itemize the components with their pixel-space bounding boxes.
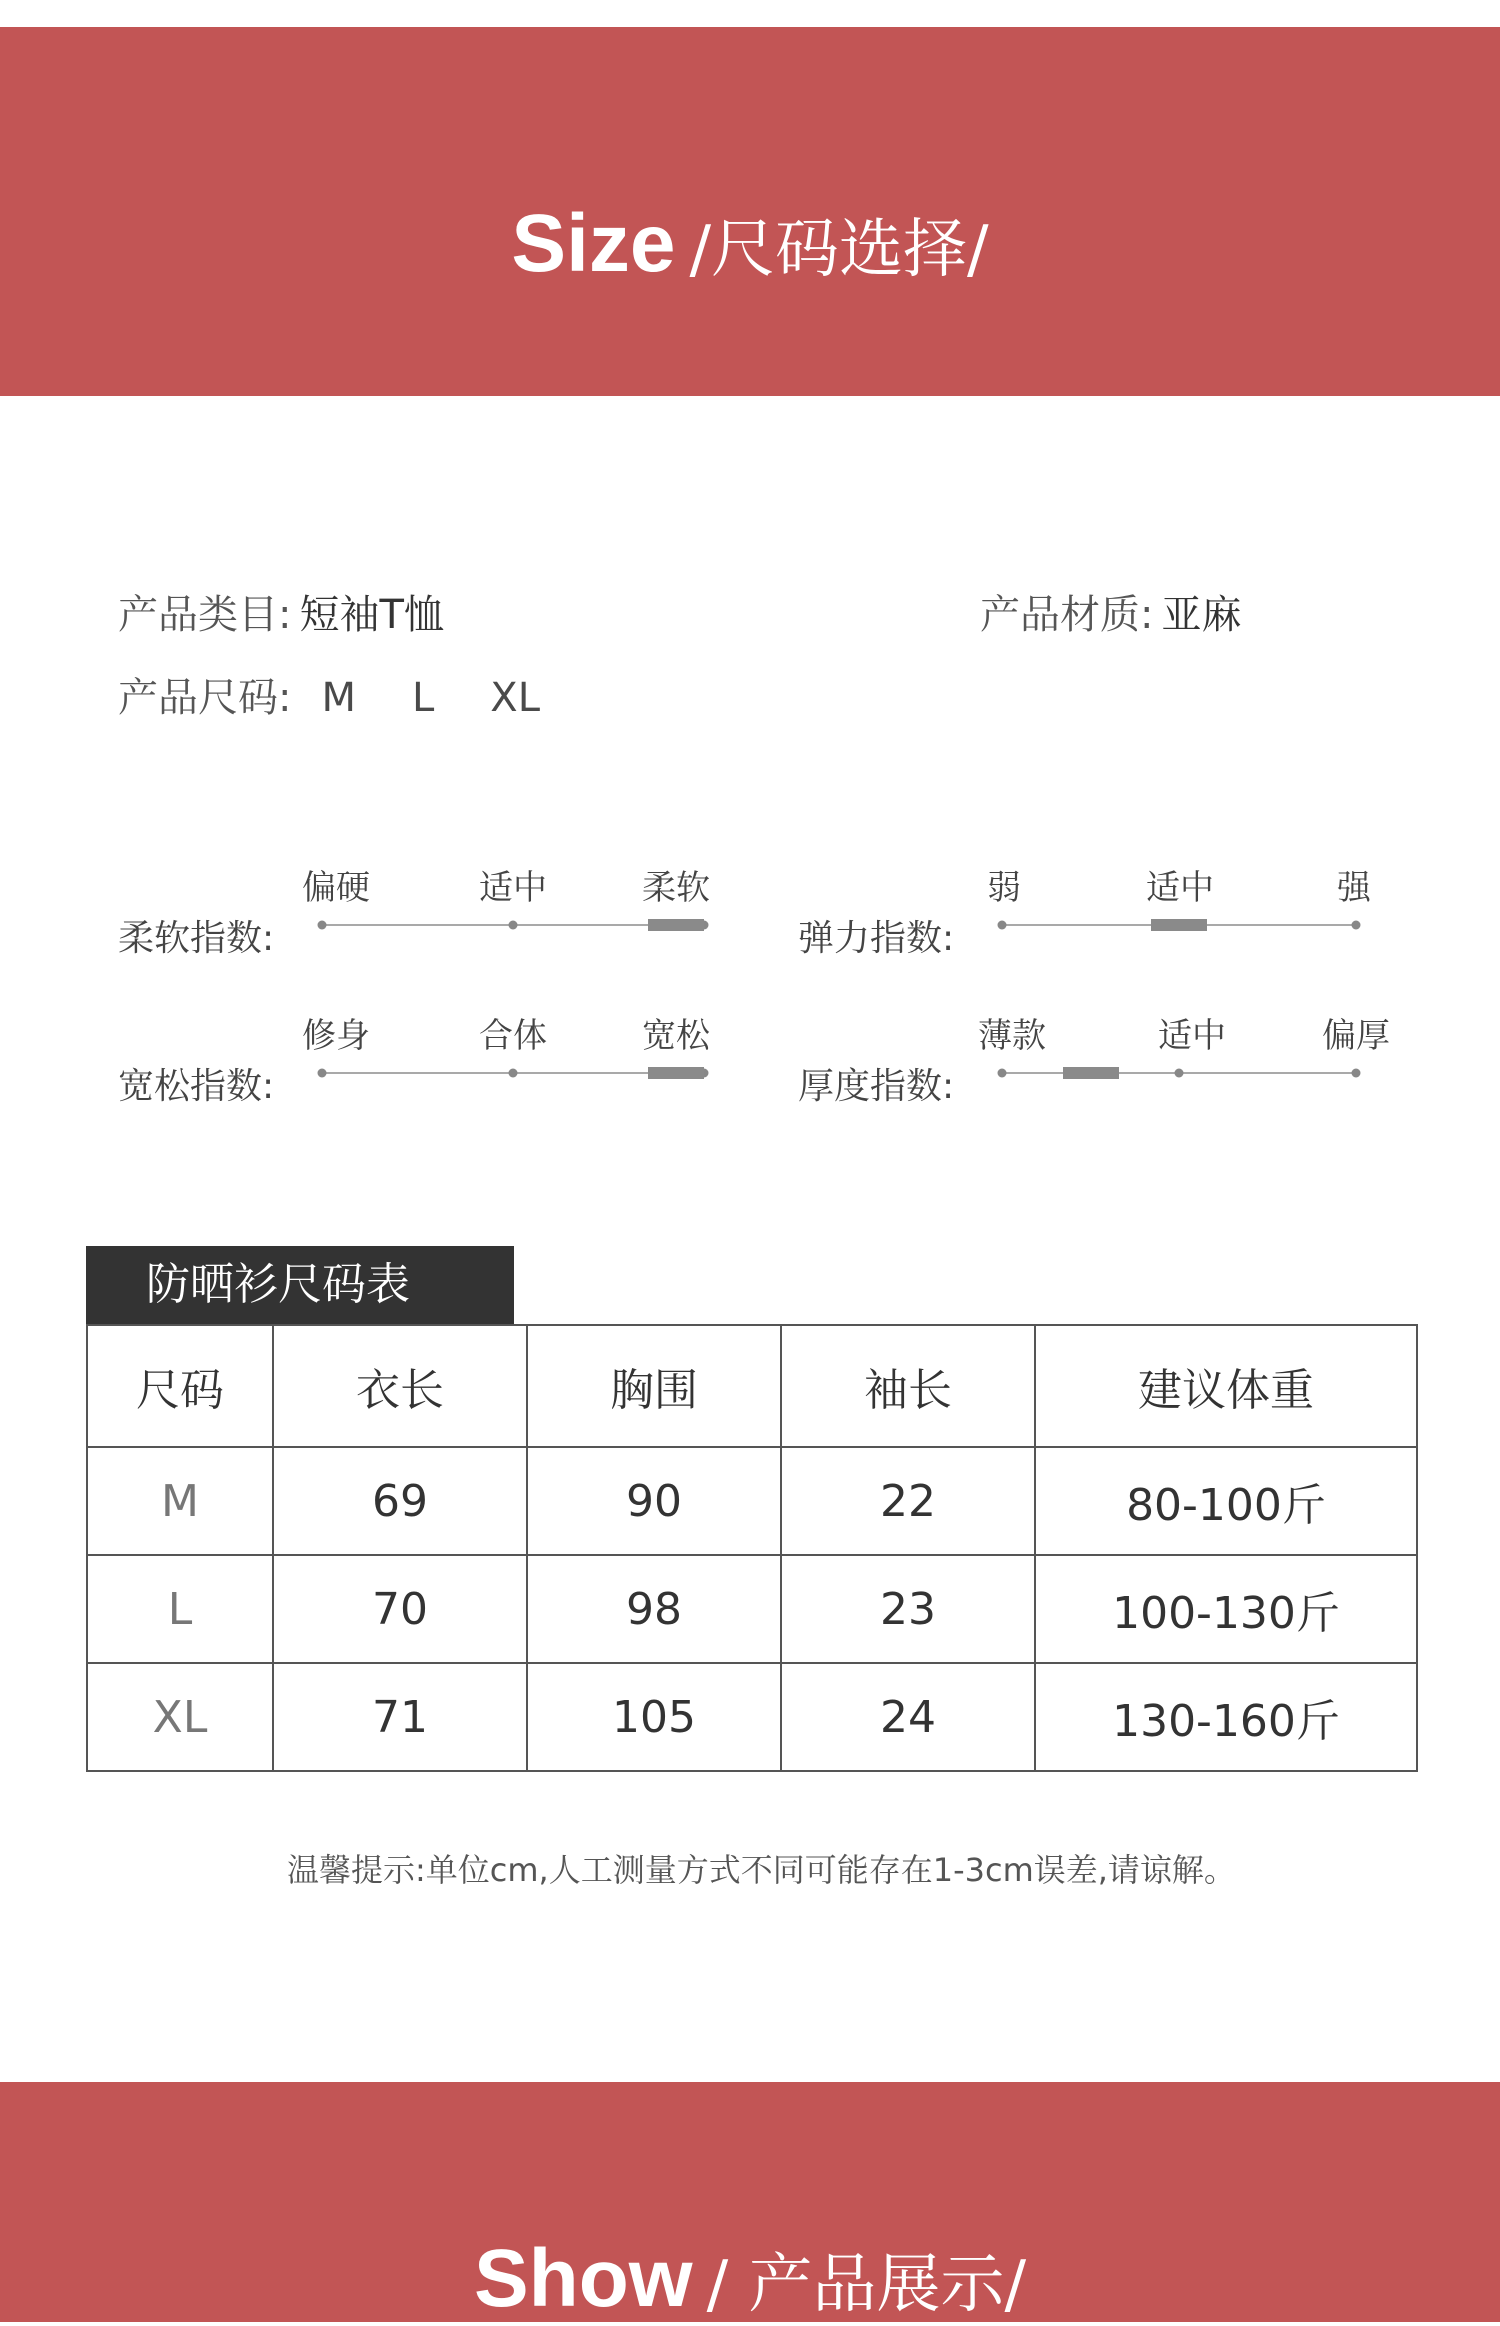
product-category bbox=[118, 583, 444, 640]
size-option-xl: XL bbox=[490, 675, 540, 721]
table-cell: 24 bbox=[781, 1663, 1035, 1771]
table-cell: 105 bbox=[527, 1663, 781, 1771]
fit-label: 宽松指数: bbox=[118, 1066, 275, 1107]
table-cell: 70 bbox=[273, 1555, 527, 1663]
size-table bbox=[86, 1324, 1418, 1772]
elasticity-option-1: 弱 bbox=[987, 868, 1021, 908]
measurement-note: 温馨提示:单位cm,人工测量方式不同可能存在1-3cm误差,请谅解。 bbox=[287, 1851, 1236, 1889]
size-title-en: Size bbox=[511, 198, 676, 289]
fit-option-1: 修身 bbox=[302, 1016, 370, 1056]
scale-level-marker bbox=[1151, 919, 1207, 931]
table-row bbox=[87, 1663, 1417, 1771]
softness-option-2: 适中 bbox=[479, 868, 547, 908]
fit-option-3: 宽松 bbox=[642, 1016, 710, 1056]
show-title-en: Show bbox=[473, 2233, 693, 2324]
elasticity-option-3: 强 bbox=[1337, 868, 1371, 908]
thickness-option-2: 适中 bbox=[1158, 1016, 1226, 1056]
table-cell: 69 bbox=[273, 1447, 527, 1555]
table-row bbox=[87, 1447, 1417, 1555]
scale-dot bbox=[318, 921, 327, 930]
table-row bbox=[87, 1555, 1417, 1663]
elasticity-label: 弹力指数: bbox=[798, 918, 955, 959]
scale-level-marker bbox=[648, 1067, 704, 1079]
table-cell: 98 bbox=[527, 1555, 781, 1663]
size-banner-title bbox=[0, 197, 1500, 291]
table-cell: XL bbox=[87, 1663, 273, 1771]
table-cell: 90 bbox=[527, 1447, 781, 1555]
size-option-l: L bbox=[412, 675, 435, 721]
size-table-title: 防晒衫尺码表 bbox=[86, 1246, 514, 1324]
fit-index bbox=[118, 1008, 758, 1118]
table-cell: M bbox=[87, 1447, 273, 1555]
header-chest: 胸围 bbox=[527, 1325, 781, 1447]
table-cell: 80-100斤 bbox=[1035, 1447, 1417, 1555]
scale-dot bbox=[1175, 1069, 1184, 1078]
header-weight: 建议体重 bbox=[1035, 1325, 1417, 1447]
table-cell: 100-130斤 bbox=[1035, 1555, 1417, 1663]
header-sleeve: 袖长 bbox=[781, 1325, 1035, 1447]
header-length: 衣长 bbox=[273, 1325, 527, 1447]
table-cell: 23 bbox=[781, 1555, 1035, 1663]
softness-label: 柔软指数: bbox=[118, 918, 275, 959]
scale-dot bbox=[318, 1069, 327, 1078]
softness-option-3: 柔软 bbox=[642, 868, 710, 908]
scale-dot bbox=[998, 1069, 1007, 1078]
size-label: 产品尺码: bbox=[118, 675, 292, 721]
scale-level-marker bbox=[648, 919, 704, 931]
show-title-cn: / 产品展示/ bbox=[706, 2248, 1027, 2322]
category-value: 短袖T恤 bbox=[299, 592, 444, 638]
product-sizes bbox=[118, 666, 596, 723]
table-cell: 130-160斤 bbox=[1035, 1663, 1417, 1771]
scale-dot bbox=[1352, 921, 1361, 930]
scale-dot bbox=[509, 921, 518, 930]
table-cell: L bbox=[87, 1555, 273, 1663]
thickness-option-3: 偏厚 bbox=[1322, 1016, 1390, 1056]
show-banner bbox=[0, 2082, 1500, 2322]
size-option-m: M bbox=[321, 675, 356, 721]
material-label: 产品材质: bbox=[980, 592, 1154, 638]
material-value: 亚麻 bbox=[1161, 592, 1242, 638]
elasticity-option-2: 适中 bbox=[1146, 868, 1214, 908]
scale-dot bbox=[998, 921, 1007, 930]
table-cell: 71 bbox=[273, 1663, 527, 1771]
scale-dot bbox=[1352, 1069, 1361, 1078]
scale-dot bbox=[509, 1069, 518, 1078]
thickness-index bbox=[798, 1008, 1438, 1118]
table-header-row bbox=[87, 1325, 1417, 1447]
thickness-option-1: 薄款 bbox=[978, 1016, 1046, 1056]
category-label: 产品类目: bbox=[118, 592, 292, 638]
size-banner bbox=[0, 27, 1500, 396]
elasticity-index bbox=[798, 860, 1438, 970]
softness-option-1: 偏硬 bbox=[302, 868, 370, 908]
product-material bbox=[980, 583, 1241, 640]
thickness-label: 厚度指数: bbox=[798, 1066, 955, 1107]
header-size: 尺码 bbox=[87, 1325, 273, 1447]
softness-index bbox=[118, 860, 758, 970]
table-cell: 22 bbox=[781, 1447, 1035, 1555]
scale-level-marker bbox=[1063, 1067, 1119, 1079]
fit-option-2: 合体 bbox=[479, 1016, 547, 1056]
size-title-cn: /尺码选择/ bbox=[689, 213, 989, 287]
show-banner-title bbox=[0, 2232, 1500, 2326]
